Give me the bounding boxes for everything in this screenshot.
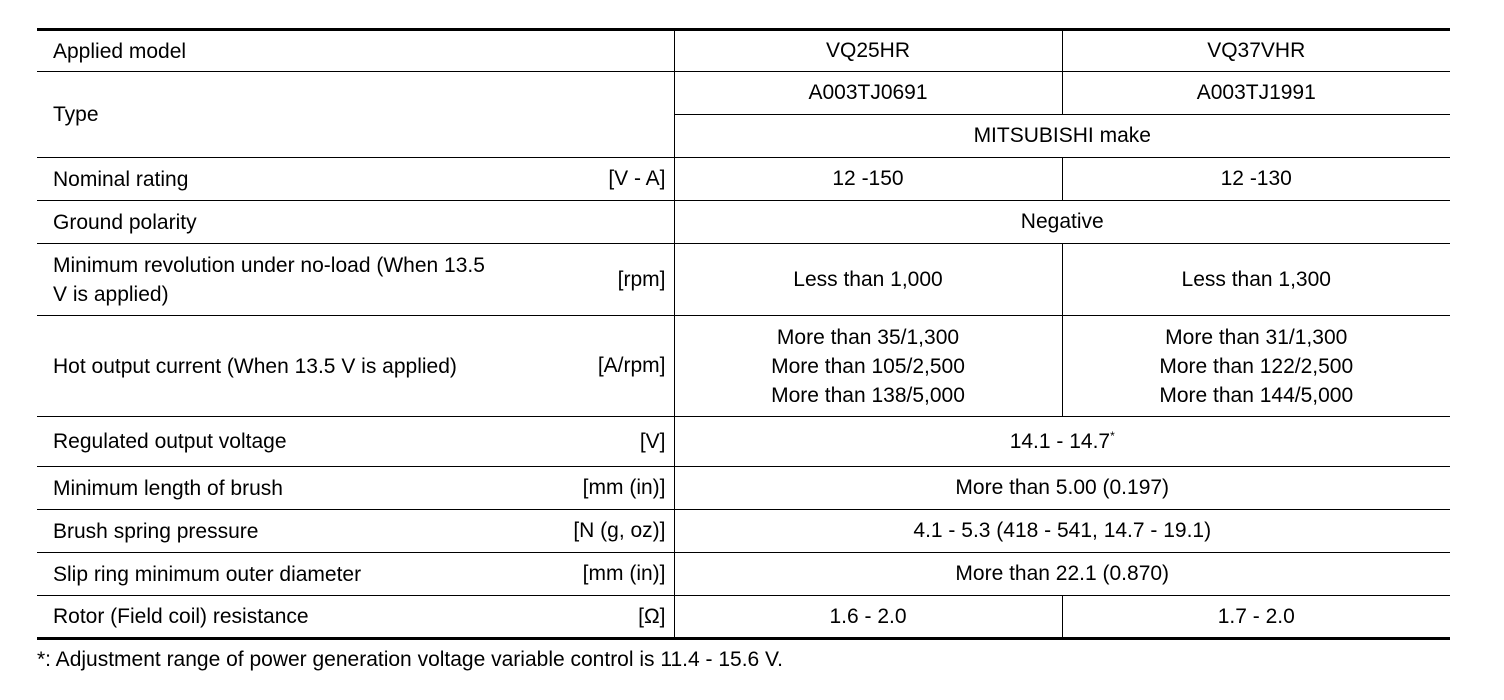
row-nominal-rating (37, 158, 1450, 201)
label-cell (37, 158, 674, 201)
min-revolution-col2: Less than 1,300 (1062, 244, 1450, 316)
hot-output-col1 (674, 316, 1062, 417)
row-min-revolution (37, 244, 1450, 316)
unit-label: [A/rpm] (597, 354, 666, 377)
label-cell (37, 30, 674, 72)
hot-output-col2 (1062, 316, 1450, 417)
row-hot-output (37, 316, 1450, 417)
row-label: Slip ring minimum outer diameter (53, 562, 362, 586)
row-applied-model (37, 30, 1450, 72)
type-col2: A003TJ1991 (1062, 72, 1450, 115)
regulated-voltage-text: 14.1 - 14.7 (1009, 429, 1111, 453)
row-label: Rotor (Field coil) resistance (53, 605, 309, 628)
label-cell (37, 510, 674, 553)
row-regulated-voltage (37, 417, 1450, 467)
hot-output-line: More than 144/5,000 (1159, 383, 1354, 407)
label-cell (37, 596, 674, 639)
label-cell (37, 316, 674, 417)
row-label: Minimum revolution under no-load (When 13.5 V is applied) (53, 253, 485, 306)
ground-polarity-value: Negative (674, 201, 1450, 244)
label-cell (37, 467, 674, 510)
row-label: Hot output current (When 13.5 V is applied) (53, 354, 457, 378)
row-label: Regulated output voltage (53, 430, 287, 453)
unit-label: [V] (639, 429, 666, 453)
slip-ring-value: More than 22.1 (0.870) (674, 553, 1450, 596)
unit-label: [N (g, oz)] (573, 519, 666, 542)
row-slip-ring (37, 553, 1450, 596)
hot-output-line: More than 105/2,500 (771, 354, 965, 378)
min-revolution-col1: Less than 1,000 (674, 244, 1062, 316)
label-cell (37, 417, 674, 467)
rotor-resistance-col1: 1.6 - 2.0 (674, 596, 1062, 639)
row-ground-polarity (37, 201, 1450, 244)
type-col1: A003TJ0691 (674, 72, 1062, 115)
unit-label: [mm (in)] (582, 476, 666, 499)
footnote: *: Adjustment range of power generation voltage variable control is 11.4 - 15.6 V. (37, 648, 783, 671)
row-label: Applied model (53, 39, 187, 63)
hot-output-line: More than 122/2,500 (1159, 354, 1354, 378)
row-label: Nominal rating (53, 167, 189, 191)
row-brush-pressure (37, 510, 1450, 553)
row-label: Brush spring pressure (53, 519, 259, 543)
label-cell (37, 201, 674, 244)
row-label: Type (53, 103, 99, 126)
hot-output-line: More than 35/1,300 (776, 325, 960, 349)
row-brush-length (37, 467, 1450, 510)
row-type (37, 72, 1450, 115)
rotor-resistance-col2: 1.7 - 2.0 (1062, 596, 1450, 639)
model-vq25hr: VQ25HR (674, 30, 1062, 72)
unit-label: [V - A] (608, 167, 666, 190)
label-cell (37, 244, 674, 316)
regulated-voltage-value (674, 417, 1450, 467)
brush-pressure-value: 4.1 - 5.3 (418 - 541, 14.7 - 19.1) (674, 510, 1450, 553)
unit-label: [Ω] (638, 604, 666, 628)
unit-label: [rpm] (617, 267, 666, 291)
nominal-rating-col2: 12 -130 (1062, 158, 1450, 201)
type-make: MITSUBISHI make (674, 115, 1450, 158)
hot-output-line: More than 31/1,300 (1165, 325, 1348, 349)
model-vq37vhr: VQ37VHR (1062, 30, 1450, 72)
unit-label: [mm (in)] (582, 562, 666, 585)
specification-table (37, 28, 1450, 640)
label-cell (37, 72, 674, 158)
row-label: Minimum length of brush (53, 476, 283, 500)
footnote-marker: * (1110, 428, 1115, 443)
nominal-rating-col1: 12 -150 (674, 158, 1062, 201)
label-cell (37, 553, 674, 596)
row-label: Ground polarity (53, 210, 197, 234)
row-rotor-resistance (37, 596, 1450, 639)
hot-output-line: More than 138/5,000 (771, 383, 965, 407)
brush-length-value: More than 5.00 (0.197) (674, 467, 1450, 510)
